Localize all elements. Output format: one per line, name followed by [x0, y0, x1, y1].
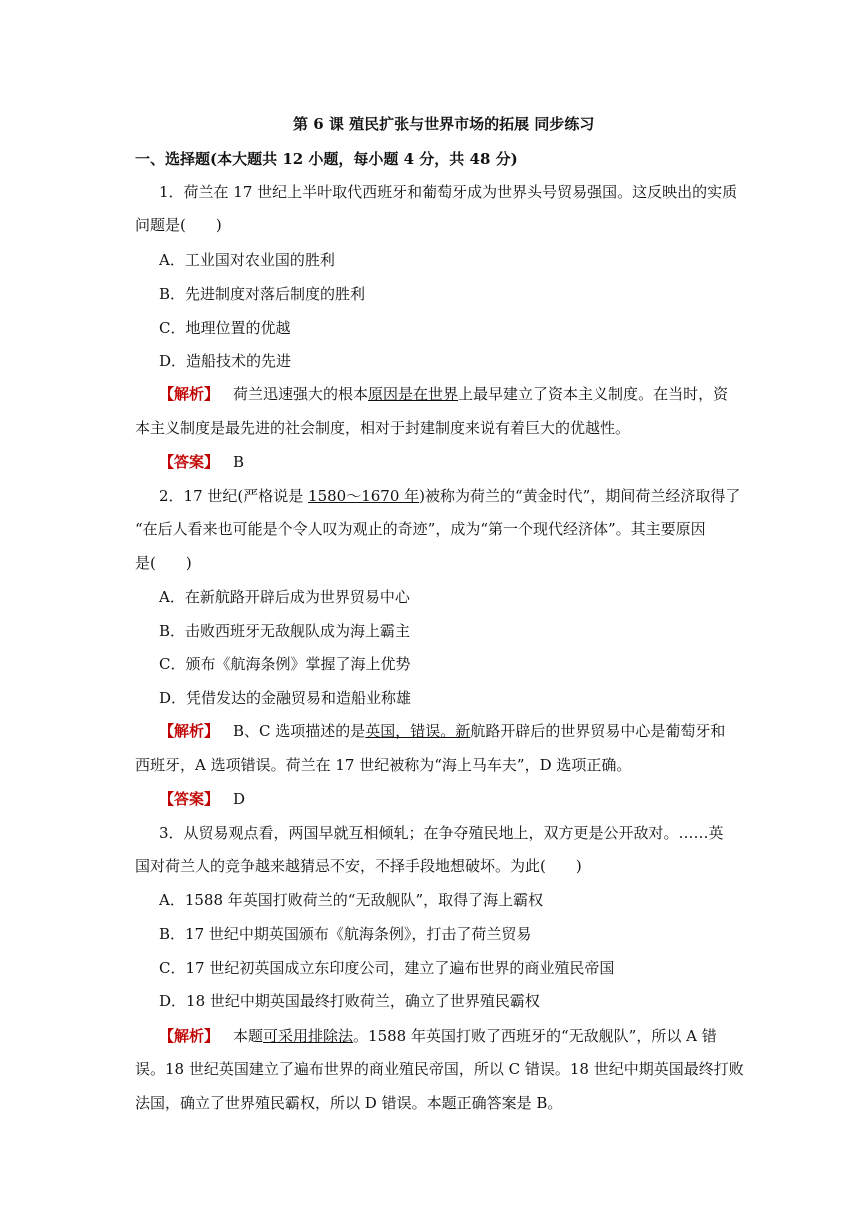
answer-tag: 【答案】 — [159, 453, 220, 471]
question-3-option-d: D．18 世纪中期英国最终打败荷兰，确立了世界殖民霸权 — [159, 992, 540, 1010]
question-2-stem-line-1: 2．17 世纪(严格说是 1580～1670 年)被称为荷兰的“黄金时代”，期间荷兰经济取得了 — [159, 487, 741, 505]
question-3-option-a: A．1588 年英国打败荷兰的“无敌舰队”，取得了海上霸权 — [159, 891, 544, 909]
answer-tag: 【答案】 — [159, 790, 220, 808]
question-1-stem-line-2: 问题是( ) — [135, 216, 222, 234]
section-heading: 一、选择题(本大题共 12 小题，每小题 4 分，共 48 分) — [135, 150, 518, 168]
question-1-analysis-line-1: 【解析】 荷兰迅速强大的根本原因是在世界上最早建立了资本主义制度。在当时，资 — [159, 385, 729, 403]
question-2-analysis-line-1: 【解析】 B、C 选项描述的是英国，错误。新航路开辟后的世界贸易中心是葡萄牙和 — [159, 722, 726, 740]
analysis-tag: 【解析】 — [159, 722, 220, 740]
page-title: 第 6 课 殖民扩张与世界市场的拓展 同步练习 — [293, 115, 595, 133]
question-1-answer: 【答案】 B — [159, 453, 245, 471]
analysis-tag: 【解析】 — [159, 1027, 220, 1045]
question-3-analysis-line-2: 误。18 世纪英国建立了遍布世界的商业殖民帝国，所以 C 错误。18 世纪中期英国最终打败 — [135, 1060, 744, 1078]
question-1-option-c: C．地理位置的优越 — [159, 319, 291, 337]
question-3-stem-line-2: 国对荷兰人的竞争越来越猜忌不安，不择手段地想破坏。为此( ) — [135, 857, 582, 875]
question-2-answer: 【答案】 D — [159, 790, 246, 808]
question-2-stem-line-2: “在后人看来也可能是个令人叹为观止的奇迹”，成为“第一个现代经济体”。其主要原因 — [135, 520, 706, 538]
question-1-option-b: B．先进制度对落后制度的胜利 — [159, 285, 366, 303]
question-2-stem-line-3: 是( ) — [135, 554, 192, 572]
question-1-option-a: A．工业国对农业国的胜利 — [159, 251, 335, 269]
question-2-analysis-line-2: 西班牙，A 选项错误。荷兰在 17 世纪被称为“海上马车夫”，D 选项正确。 — [135, 756, 632, 774]
question-3-analysis-line-1: 【解析】 本题可采用排除法。1588 年英国打败了西班牙的“无敌舰队”，所以 A 错 — [159, 1027, 717, 1045]
question-2-option-a: A．在新航路开辟后成为世界贸易中心 — [159, 588, 410, 606]
question-2-option-c: C．颁布《航海条例》掌握了海上优势 — [159, 655, 411, 673]
question-3-option-c: C．17 世纪初英国成立东印度公司，建立了遍布世界的商业殖民帝国 — [159, 959, 615, 977]
question-1-option-d: D．造船技术的先进 — [159, 352, 292, 370]
question-3-stem-line-1: 3．从贸易观点看，两国早就互相倾轧；在争夺殖民地上，双方更是公开敌对。……英 — [159, 824, 724, 842]
question-2-option-d: D．凭借发达的金融贸易和造船业称雄 — [159, 689, 412, 707]
question-3-analysis-line-3: 法国，确立了世界殖民霸权，所以 D 错误。本题正确答案是 B。 — [135, 1094, 563, 1112]
question-2-option-b: B．击败西班牙无敌舰队成为海上霸主 — [159, 622, 411, 640]
question-1-stem-line-1: 1．荷兰在 17 世纪上半叶取代西班牙和葡萄牙成为世界头号贸易强国。这反映出的实质 — [159, 183, 738, 201]
analysis-tag: 【解析】 — [159, 385, 220, 403]
question-3-option-b: B．17 世纪中期英国颁布《航海条例》，打击了荷兰贸易 — [159, 925, 532, 943]
question-1-analysis-line-2: 本主义制度是最先进的社会制度，相对于封建制度来说有着巨大的优越性。 — [135, 419, 631, 437]
